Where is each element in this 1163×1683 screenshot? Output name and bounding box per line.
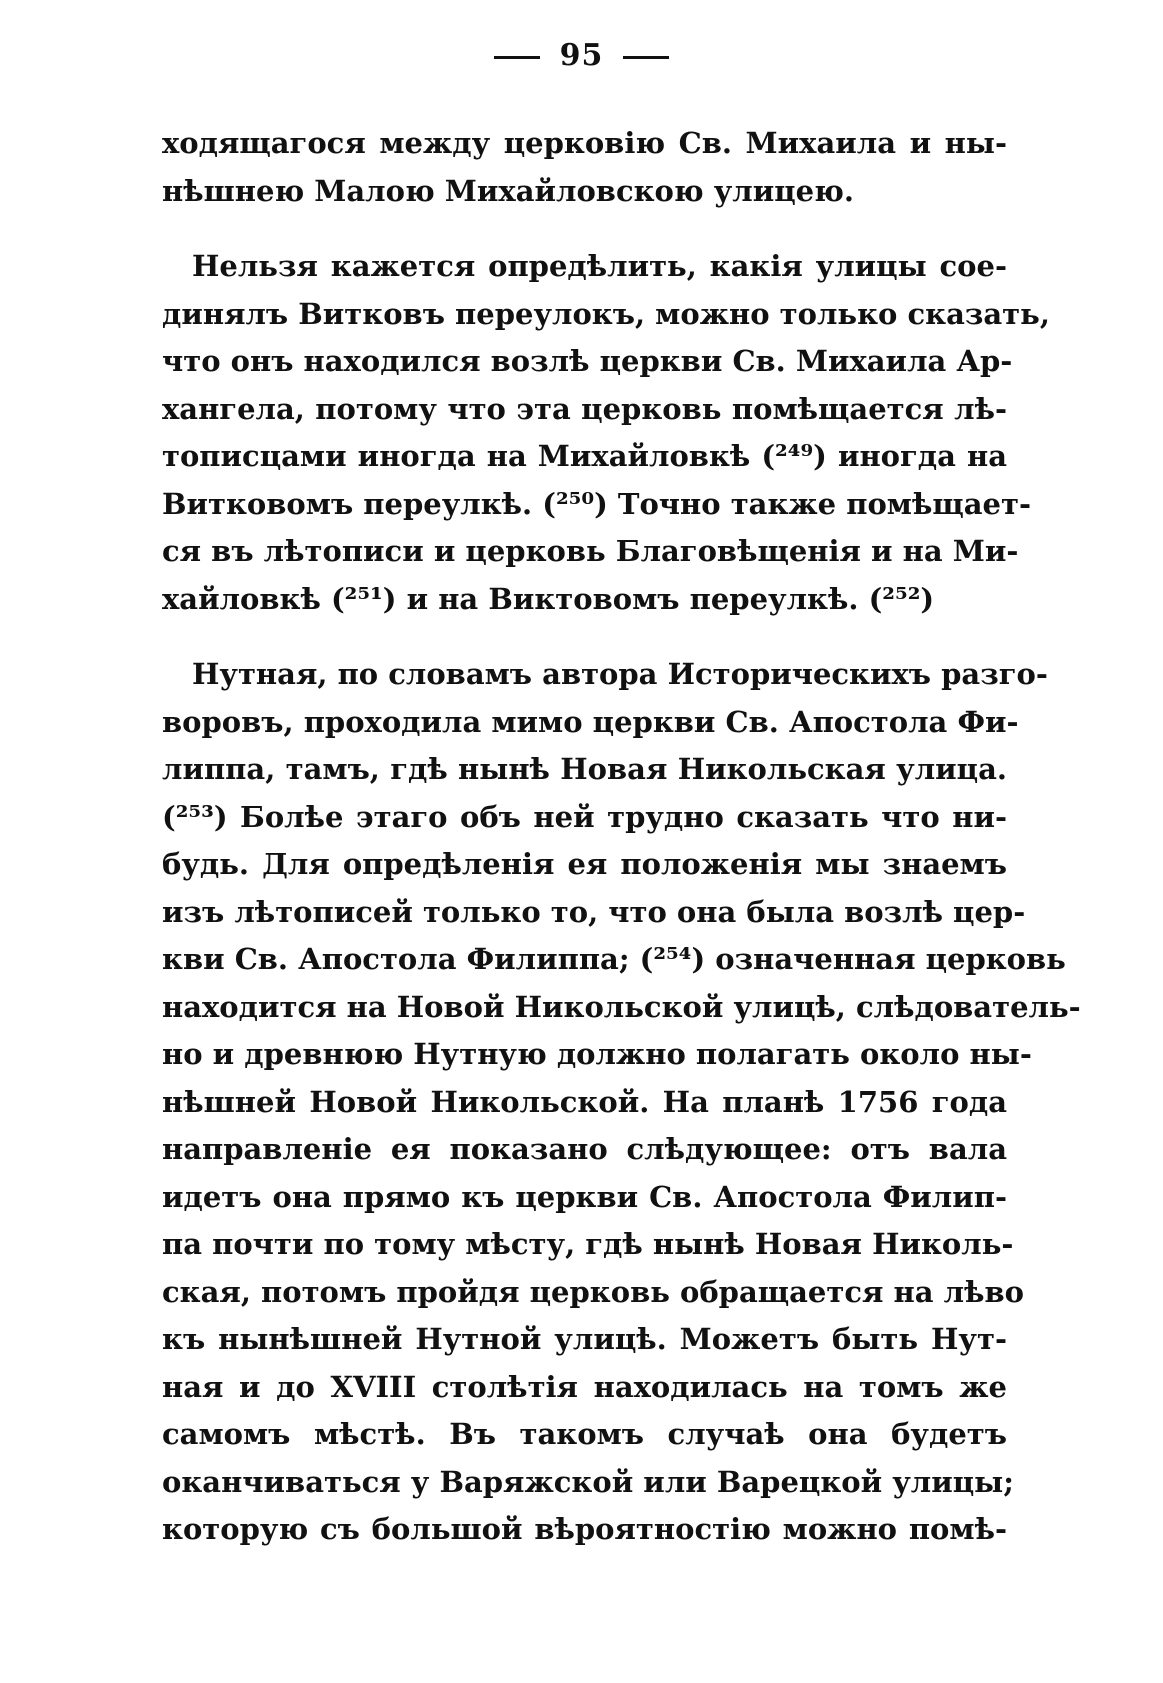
text-line: къ нынѣшней Нутной улицѣ. Можетъ быть Нут-	[162, 1322, 1007, 1356]
text-line: ная и до XVIII столѣтія находилась на томъ же	[162, 1369, 1007, 1404]
text-line: ская, потомъ пройдя церковь обращается на лѣво	[162, 1274, 1024, 1309]
page-number: 95	[559, 38, 604, 73]
paragraph-2	[162, 243, 1050, 623]
text-line: идетъ она прямо къ церкви Св. Апостола Филип-	[162, 1179, 1007, 1214]
text-line: па почти по тому мѣсту, гдѣ нынѣ Новая Николь-	[162, 1227, 1014, 1261]
right-dash	[623, 56, 669, 59]
text-line: самомъ мѣстѣ. Въ такомъ случаѣ она будетъ	[162, 1417, 1007, 1451]
text-line: нѣшнею Малою Михайловскою улицею.	[162, 173, 854, 208]
text-line: хангела, потому что эта церковь помѣщается лѣ-	[162, 391, 1007, 426]
text-line: Нельзя кажется опредѣлить, какія улицы сое-	[192, 249, 1007, 283]
text-line: но и древнюю Нутную должно полагать около ны-	[162, 1037, 1032, 1071]
paragraph-3	[162, 651, 1081, 1554]
text-line: будь. Для опредѣленія ея положенія мы знаемъ	[162, 847, 1007, 881]
text-line: (²⁵³) Болѣе этаго объ ней трудно сказать что ни-	[162, 799, 1007, 834]
text-line: что онъ находился возлѣ церкви Св. Михаила Ар-	[162, 344, 1013, 378]
text-line: находится на Новой Никольской улицѣ, слѣдователь-	[162, 989, 1081, 1024]
text-line: которую съ большой вѣроятностію можно помѣ-	[162, 1512, 1007, 1546]
text-line: нѣшней Новой Никольской. На планѣ 1756 года	[162, 1084, 1007, 1119]
text-line: динялъ Витковъ переулокъ, можно только сказать,	[162, 296, 1050, 331]
paragraph-1	[162, 120, 1007, 215]
left-dash	[494, 56, 540, 59]
text-line: хайловкѣ (²⁵¹) и на Виктовомъ переулкѣ. (²⁵²)	[162, 581, 935, 616]
text-line: ходящагося между церковію Св. Михаила и ны-	[162, 126, 1007, 160]
text-line: кви Св. Апостола Филиппа; (²⁵⁴) означенная церковь	[162, 942, 1066, 976]
text-line: Нутная, по словамъ автора Историческихъ разго-	[192, 657, 1048, 691]
text-line: тописцами иногда на Михайловкѣ (²⁴⁹) иногда на	[162, 439, 1007, 473]
text-line: воровъ, проходила мимо церкви Св. Апостола Фи-	[162, 704, 1019, 739]
text-line: оканчиваться у Варяжской или Варецкой улицы;	[162, 1464, 1014, 1499]
text-line: ся въ лѣтописи и церковь Благовѣщенія и на Ми-	[162, 534, 1019, 568]
text-line: липпа, тамъ, гдѣ нынѣ Новая Никольская улица.	[162, 752, 1007, 786]
text-line: изъ лѣтописей только то, что она была возлѣ цер-	[162, 894, 1026, 929]
body-text	[162, 120, 1081, 1582]
text-line: Витковомъ переулкѣ. (²⁵⁰) Точно также помѣщает-	[162, 486, 1032, 521]
page-number-header	[0, 38, 1163, 73]
text-line: направленіе ея показано слѣдующее: отъ вала	[162, 1132, 1007, 1166]
